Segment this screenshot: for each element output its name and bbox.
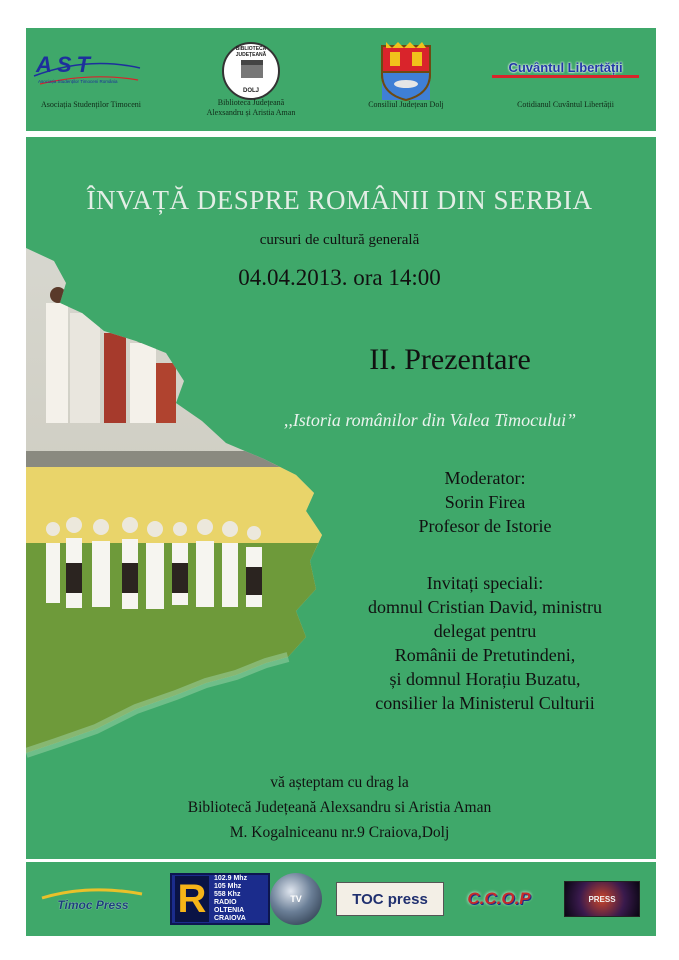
press-logo-text: PRESS — [564, 881, 640, 917]
guests-label: Invitați speciali: — [426, 573, 544, 593]
sponsor-caption: Cotidianul Cuvântul Libertății — [517, 100, 614, 109]
moderator-name: Sorin Firea — [444, 492, 526, 512]
sponsor-consiliul — [336, 28, 476, 131]
media-partners — [26, 862, 656, 936]
radio-oltenia-logo — [168, 874, 272, 924]
circle-media-text: TV — [270, 873, 322, 925]
venue-name: Bibliotecă Județeană Alexsandru si Aristia Aman — [187, 799, 492, 816]
sponsor-biblioteca — [176, 28, 326, 131]
event-date: 04.04.2013. ora 14:00 — [238, 265, 441, 290]
ccop-text: C.C.O.P — [467, 889, 531, 908]
event-subtitle: cursuri de cultură generală — [259, 232, 420, 248]
coat-of-arms-icon — [378, 42, 434, 102]
circle-media-logo — [266, 874, 326, 924]
folk-dance-photo — [26, 243, 326, 763]
sponsor-caption: Asociația Studenților Timoceni — [41, 100, 141, 109]
guest-line: domnul Cristian David, ministru — [368, 597, 602, 617]
timoc-press-logo — [38, 874, 148, 924]
seal-bottom-text: DOLJ — [242, 88, 259, 94]
welcome-block — [0, 770, 679, 845]
cuvantul-logo — [478, 38, 653, 102]
seal-top-text: BIBLIOTECA JUDEȚEANĂ — [235, 46, 267, 58]
sponsor-ast — [26, 28, 156, 131]
cuvantul-underline — [492, 75, 639, 78]
toc-press-text: TOC press — [336, 882, 444, 916]
toc-press-logo — [334, 874, 446, 924]
sponsor-header — [26, 28, 656, 131]
press-logo — [562, 874, 642, 924]
event-title: ÎNVAȚĂ DESPRE ROMÂNII DIN SERBIA — [86, 185, 593, 215]
sponsor-caption: Biblioteca Județeană Alexsandru și Aristia Aman — [206, 98, 296, 117]
moderator-label: Moderator: — [444, 468, 526, 488]
sponsor-cuvantul — [478, 28, 653, 131]
ast-logo — [26, 38, 156, 102]
presentation-topic: ,,Istoria românilor din Valea Timocului” — [283, 410, 577, 430]
guests-block — [300, 571, 670, 715]
radio-text: 102.9 Mhz 105 Mhz 558 Khz RADIO OLTENIA CRAIOVA — [214, 875, 248, 922]
moderator-role: Profesor de Istorie — [418, 516, 552, 536]
welcome-line: vă așteptam cu drag la — [270, 774, 409, 791]
venue-address: M. Kogalniceanu nr.9 Craiova,Dolj — [229, 824, 450, 841]
timoc-press-text: Timoc Press — [57, 898, 129, 912]
consiliul-coat-of-arms — [336, 38, 476, 102]
cuvantul-logo-text: Cuvântul Libertății — [508, 60, 623, 75]
ast-logo-subtext: Asociația Studenților Timoceni România — [38, 79, 118, 84]
guest-line: delegat pentru — [433, 621, 537, 641]
ast-logo-text: AST — [36, 52, 95, 77]
biblioteca-seal — [176, 38, 326, 102]
library-building-icon — [241, 60, 263, 78]
moderator-block — [300, 466, 670, 538]
guest-line: consilier la Ministerul Culturii — [375, 693, 595, 713]
radio-r-letter: R — [175, 876, 209, 922]
presentation-title: II. Prezentare — [369, 343, 531, 376]
sponsor-caption: Consiliul Județean Dolj — [368, 100, 444, 109]
ccop-logo — [452, 874, 546, 924]
guest-line: Românii de Pretutindeni, — [394, 645, 576, 665]
guest-line: și domnul Horațiu Buzatu, — [389, 669, 581, 689]
